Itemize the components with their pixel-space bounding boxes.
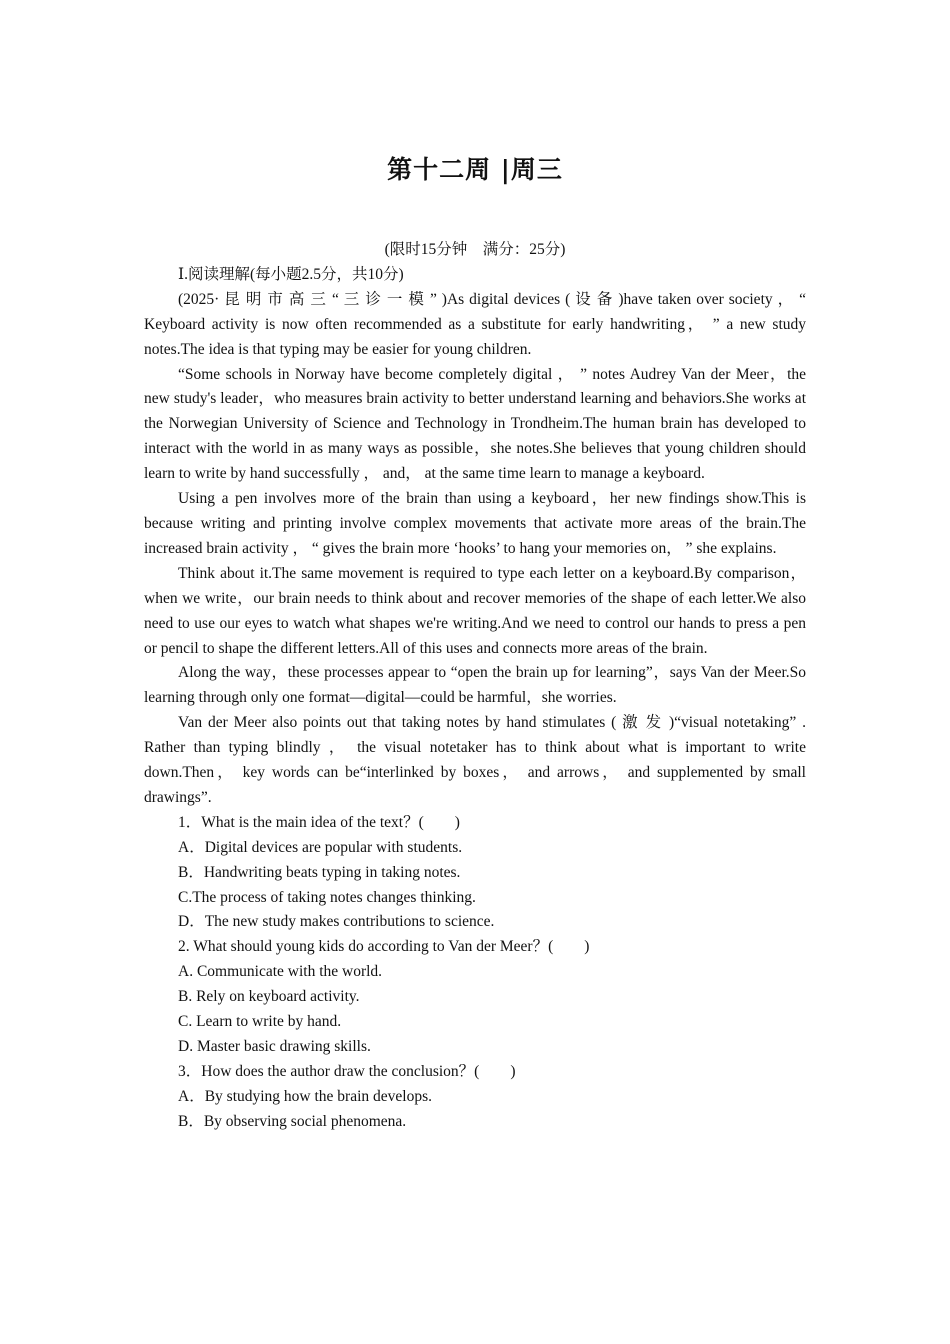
- question-3-stem: 3．How does the author draw the conclusion？( ): [178, 1062, 516, 1080]
- passage-paragraph-1: (2025· 昆 明 市 高 三 “ 三 诊 一 模 ” )As digital devices ( 设 备 )have taken over society ， “ Keyboard activity is now often recommended as a substitute for early handwriting， ” a new study notes.The idea is that typing may be easier for young children.: [144, 290, 806, 358]
- question-1-option-a: A．Digital devices are popular with students.: [178, 838, 463, 856]
- time-limit-note: (限时15分钟 满分：25分): [384, 241, 566, 258]
- question-2-option-d: D. Master basic drawing skills.: [178, 1038, 371, 1055]
- section-heading: Ⅰ.阅读理解(每小题2.5分，共10分): [178, 265, 404, 283]
- passage-paragraph-5: Along the way，these processes appear to “open the brain up for learning”，says Van der Meer.So learning through only one format—digital—could be harmful，she worries.: [144, 664, 806, 707]
- question-3-option-b: B．By observing social phenomena.: [178, 1112, 407, 1130]
- passage-paragraph-4: Think about it.The same movement is required to type each letter on a keyboard.By comparison，when we write，our brain needs to think about and recover memories of the shape of each letter.We also need to use our eyes to watch what shapes we're writing.And we need to control our hands to press a pen or pencil to shape the different letters.All of this uses and connects more areas of the brain.: [144, 564, 806, 657]
- question-1-option-d: D．The new study makes contributions to science.: [178, 913, 495, 931]
- question-2-option-b: B. Rely on keyboard activity.: [178, 988, 360, 1006]
- question-1-option-b: B．Handwriting beats typing in taking notes.: [178, 863, 461, 881]
- question-1-stem: 1．What is the main idea of the text？( ): [178, 813, 460, 831]
- question-3-option-a: A．By studying how the brain develops.: [178, 1087, 433, 1105]
- question-2-option-c: C. Learn to write by hand.: [178, 1013, 342, 1031]
- passage-paragraph-3: Using a pen involves more of the brain than using a keyboard，her new findings show.This is because writing and printing involve complex movements that activate more areas of the brain.The increased brain activity ， “ gives the brain more ‘hooks’ to hang your memories on， ” she explains.: [144, 490, 806, 557]
- passage-paragraph-2: “Some schools in Norway have become completely digital ， ” notes Audrey Van der Meer，the new study's leader，who measures brain activity to better understand learning and behaviors.She works at the Norwegian University of Science and Technology in Trondheim.The human brain has developed to interact with the world in as many ways as possible，she notes.She believes that young children should learn to write by hand successfully ， and， at the same time learn to manage a keyboard.: [144, 365, 806, 483]
- document-body: [144, 238, 806, 1135]
- passage-paragraph-6: Van der Meer also points out that taking notes by hand stimulates ( 激 发 )“visual notetaking” . Rather than typing blindly ， the visual notetaker has to think about what is important to write down.Then， key words can be“interlinked by boxes， and arrows， and supplemented by small drawings”.: [144, 714, 806, 806]
- question-2-option-a: A. Communicate with the world.: [178, 963, 383, 981]
- question-1-option-c: C.The process of taking notes changes thinking.: [178, 888, 476, 906]
- page-title: 第十二周 |周三: [387, 155, 563, 184]
- question-2-stem: 2. What should young kids do according to Van der Meer？( ): [178, 938, 590, 956]
